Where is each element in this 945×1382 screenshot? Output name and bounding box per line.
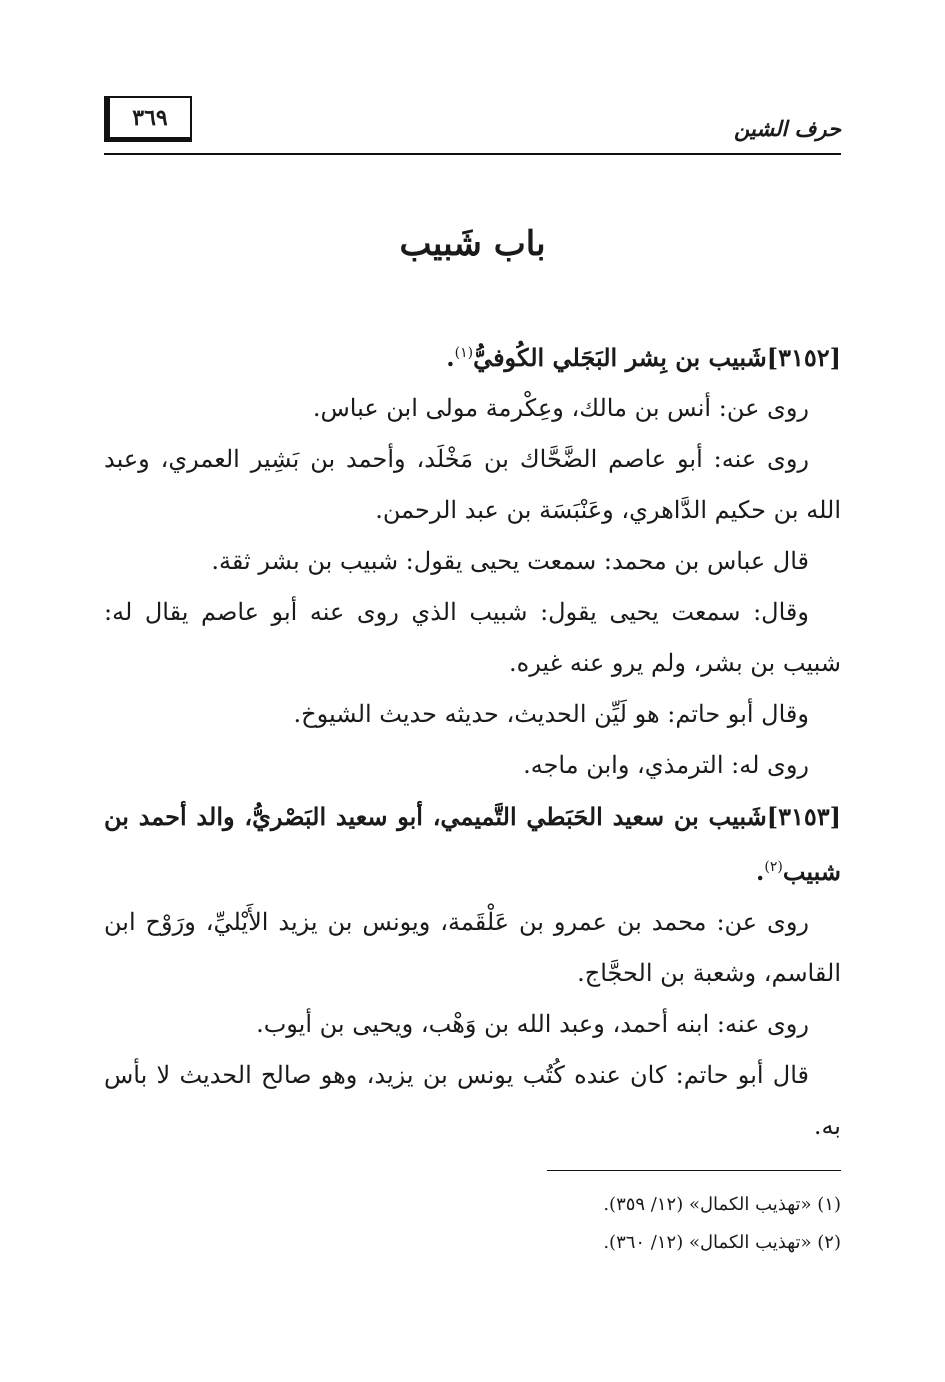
footnote-rule: [547, 1170, 841, 1171]
running-head: حرف الشين: [734, 116, 841, 141]
body-text: [104, 328, 841, 1152]
entry-number: [٣١٥٢]: [766, 343, 841, 372]
entry-end: .: [756, 857, 765, 886]
paragraph: قال عباس بن محمد: سمعت يحيى يقول: شبيب بن بشر ثقة.: [211, 547, 809, 575]
entry-end: .: [446, 343, 455, 372]
entry-heading: [104, 328, 841, 383]
paragraph: روى عنه: أبو عاصم الضَّحَّاك بن مَخْلَد، وأحمد بن بَشِير العمري، وعبد الله بن حكيم الدَّاهري، وعَنْبَسَة بن عبد الرحمن.: [104, 445, 841, 524]
paragraph: روى عن: محمد بن عمرو بن عَلْقَمة، ويونس بن يزيد الأَيْليِّ، ورَوْح ابن القاسم، وشعبة بن الحجَّاج.: [104, 908, 841, 987]
footnote-ref: (١): [454, 345, 474, 361]
footnotes: [104, 1186, 841, 1262]
page-number: ٣٦٩: [104, 96, 192, 142]
entry-heading: [104, 791, 841, 897]
paragraph: قال أبو حاتم: كان عنده كُتُب يونس بن يزيد، وهو صالح الحديث لا بأس به.: [104, 1061, 841, 1140]
paragraph: وقال أبو حاتم: هو لَيِّن الحديث، حديثه حديث الشيوخ.: [293, 700, 809, 728]
entry-number: [٣١٥٣]: [766, 802, 841, 831]
entry-name: شَبيب بن سعيد الحَبَطي التَّميمي، أبو سعيد البَصْريُّ، والد أحمد بن شبيب: [104, 802, 841, 886]
entry-name: شَبيب بن بِشر البَجَلي الكُوفيُّ: [473, 343, 767, 372]
footnote-ref: (٢): [764, 859, 783, 875]
paragraph: روى عن: أنس بن مالك، وعِكْرمة مولى ابن عباس.: [312, 394, 809, 422]
entry-3153: [104, 791, 841, 1152]
paragraph: وقال: سمعت يحيى يقول: شبيب الذي روى عنه أبو عاصم يقال له: شبيب بن بشر، ولم يرو عنه غيره.: [104, 598, 841, 677]
chapter-title: باب شَبيب: [399, 224, 546, 264]
paragraph: روى عنه: ابنه أحمد، وعبد الله بن وَهْب، ويحيى بن أيوب.: [256, 1010, 809, 1038]
entry-3152: [104, 328, 841, 791]
paragraph: روى له: الترمذي، وابن ماجه.: [523, 751, 809, 779]
footnote: (٢) «تهذيب الكمال» (١٢/ ٣٦٠).: [603, 1232, 841, 1253]
header-rule: [104, 153, 841, 155]
footnote: (١) «تهذيب الكمال» (١٢/ ٣٥٩).: [603, 1194, 841, 1215]
page-header: [104, 96, 841, 156]
